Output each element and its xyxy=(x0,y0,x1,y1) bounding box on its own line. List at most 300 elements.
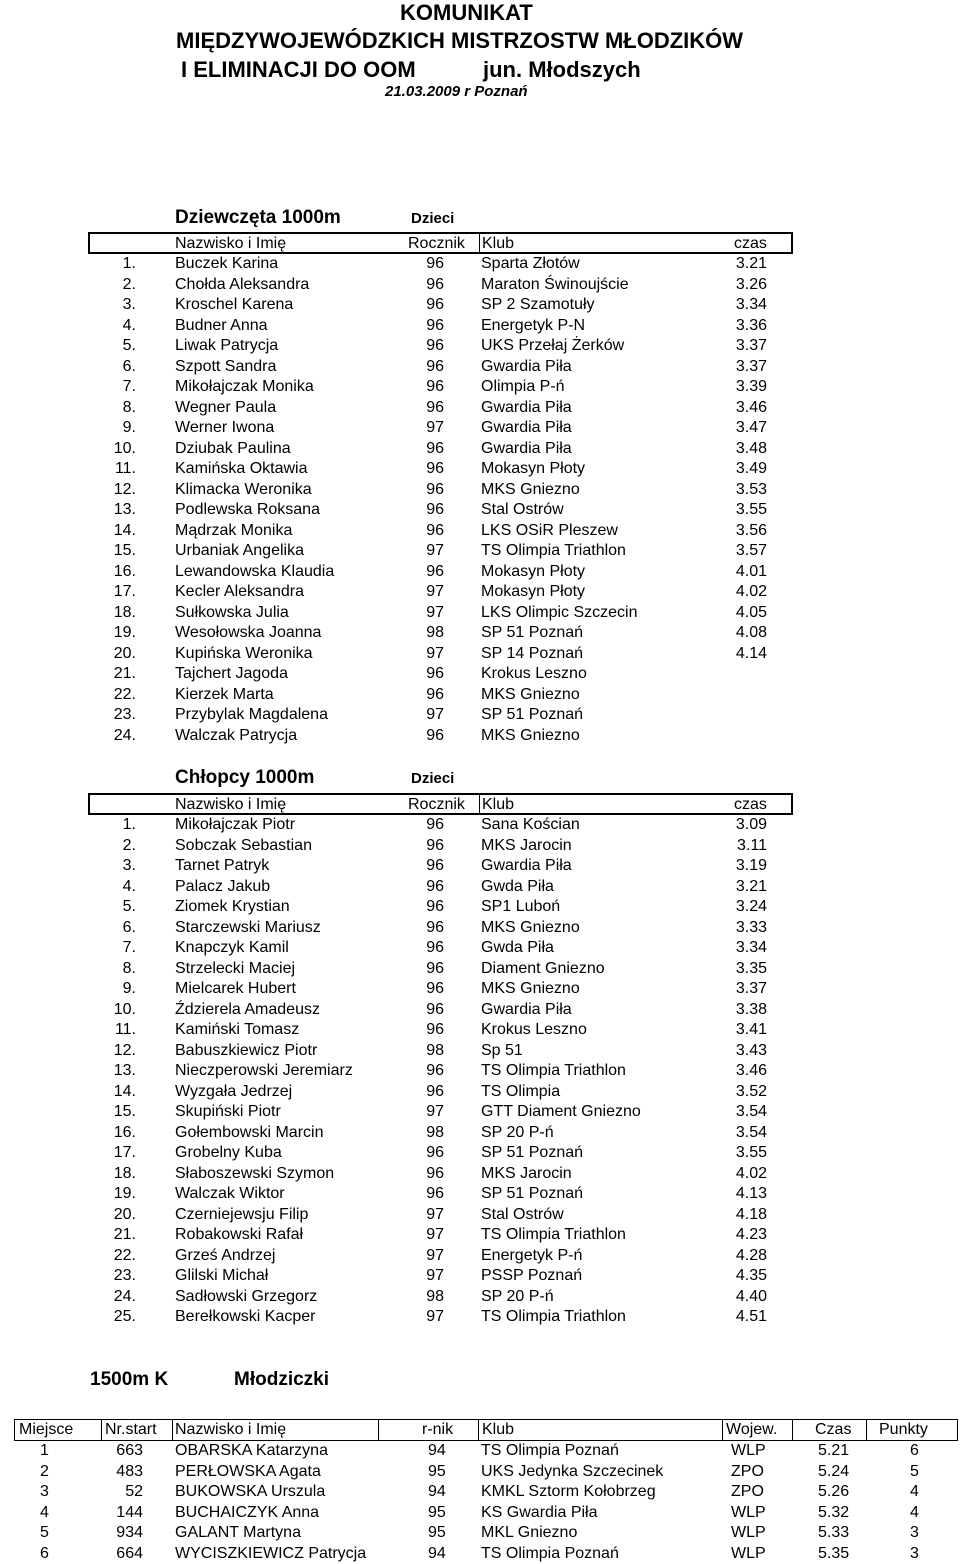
rank-cell: 21. xyxy=(113,665,136,682)
table-row xyxy=(0,521,960,542)
name-cell: Strzelecki Maciej xyxy=(175,959,296,977)
table-row xyxy=(0,938,960,959)
name-cell: Mądrzak Monika xyxy=(175,521,293,539)
voivodeship-cell: ZPO xyxy=(731,1462,764,1480)
table-row xyxy=(0,856,960,877)
year-cell: 96 xyxy=(426,1164,444,1182)
rank-cell: 17. xyxy=(113,583,136,600)
year-cell: 96 xyxy=(426,521,444,539)
rank-cell: 3. xyxy=(122,296,136,313)
points-cell: 5 xyxy=(910,1462,919,1480)
time-cell: 3.34 xyxy=(735,296,767,313)
start-number-cell: 934 xyxy=(116,1524,143,1541)
year-cell: 96 xyxy=(426,836,444,854)
year-cell: 96 xyxy=(426,501,444,518)
time-cell: 5.21 xyxy=(818,1442,850,1459)
club-cell: Olimpia P-ń xyxy=(481,378,565,395)
time-cell: 5.24 xyxy=(818,1462,850,1480)
start-number-cell: 483 xyxy=(116,1462,143,1480)
rank-cell: 8. xyxy=(122,959,136,977)
club-cell: PSSP Poznań xyxy=(481,1267,583,1284)
club-cell: MKL Gniezno xyxy=(481,1524,578,1541)
year-cell: 96 xyxy=(426,816,444,833)
col-year-header: Rocznik xyxy=(408,796,465,813)
year-cell: 95 xyxy=(428,1524,446,1541)
table-row xyxy=(0,644,960,665)
name-cell: Chołda Aleksandra xyxy=(175,275,310,293)
table-row xyxy=(0,1523,960,1544)
rank-cell: 14. xyxy=(113,521,136,539)
rank-cell: 11. xyxy=(114,1021,136,1038)
voivodeship-cell: WLP xyxy=(731,1503,766,1521)
table-row xyxy=(0,1041,960,1062)
year-cell: 98 xyxy=(426,1287,444,1305)
time-cell: 3.48 xyxy=(735,439,767,457)
header-line3b: jun. Młodszych xyxy=(483,57,641,82)
place-cell: 4 xyxy=(40,1503,49,1521)
table-row xyxy=(0,1205,960,1226)
year-cell: 96 xyxy=(426,1185,444,1202)
name-cell: Palacz Jakub xyxy=(175,877,271,895)
year-cell: 97 xyxy=(426,1267,444,1284)
year-cell: 97 xyxy=(426,419,444,436)
table-row xyxy=(0,541,960,562)
year-cell: 96 xyxy=(426,980,444,997)
name-cell: Robakowski Rafał xyxy=(175,1226,304,1243)
club-cell: TS Olimpia Triathlon xyxy=(481,1308,626,1325)
table-row xyxy=(0,480,960,501)
table-row xyxy=(0,1266,960,1287)
year-cell: 97 xyxy=(426,1246,444,1264)
club-cell: MKS Jarocin xyxy=(481,1164,572,1182)
name-cell: Werner Iwona xyxy=(175,419,275,436)
club-cell: Krokus Leszno xyxy=(481,1021,587,1038)
rank-cell: 14. xyxy=(113,1082,136,1100)
rank-cell: 19. xyxy=(113,1185,136,1202)
time-cell: 3.19 xyxy=(735,857,767,874)
rank-cell: 15. xyxy=(113,1103,136,1120)
rank-cell: 16. xyxy=(113,1123,136,1141)
time-cell: 3.55 xyxy=(735,501,767,518)
time-cell: 3.34 xyxy=(735,939,767,956)
time-cell: 5.33 xyxy=(818,1524,850,1541)
club-cell: SP 51 Poznań xyxy=(481,1144,584,1161)
club-cell: LKS Olimpic Szczecin xyxy=(481,603,638,621)
club-cell: Mokasyn Płoty xyxy=(481,583,586,600)
year-cell: 96 xyxy=(426,357,444,375)
voivodeship-cell: ZPO xyxy=(731,1483,764,1500)
name-cell: Budner Anna xyxy=(175,316,268,334)
girls-title: Dziewczęta 1000m xyxy=(175,207,341,228)
year-cell: 97 xyxy=(426,1205,444,1223)
place-cell: 3 xyxy=(40,1483,49,1500)
time-cell: 3.56 xyxy=(735,521,767,539)
year-cell: 96 xyxy=(426,480,444,498)
rank-cell: 16. xyxy=(113,562,136,580)
year-cell: 97 xyxy=(426,583,444,600)
club-cell: SP 14 Poznań xyxy=(481,644,584,662)
name-cell: Mikołajczak Piotr xyxy=(175,816,296,833)
place-cell: 5 xyxy=(40,1524,49,1541)
rank-cell: 24. xyxy=(113,1287,136,1305)
time-cell: 5.32 xyxy=(818,1503,850,1521)
table-row xyxy=(0,979,960,1000)
col-club-header: Klub xyxy=(482,235,515,252)
table-row xyxy=(0,603,960,624)
club-cell: Gwardia Piła xyxy=(481,1000,572,1018)
table-row xyxy=(0,1164,960,1185)
rank-cell: 6. xyxy=(122,357,136,375)
name-cell: Nieczperowski Jeremiarz xyxy=(175,1062,353,1079)
year-cell: 97 xyxy=(426,1103,444,1120)
name-cell: Walczak Wiktor xyxy=(175,1185,285,1202)
year-cell: 96 xyxy=(426,857,444,874)
club-cell: GTT Diament Gniezno xyxy=(481,1103,641,1120)
club-cell: Gwardia Piła xyxy=(481,398,572,416)
place-cell: 1 xyxy=(40,1442,49,1459)
rank-cell: 13. xyxy=(113,501,136,518)
table-row xyxy=(0,1102,960,1123)
col-time-header: czas xyxy=(734,796,767,813)
year-cell: 94 xyxy=(428,1442,446,1459)
year-cell: 96 xyxy=(426,275,444,293)
table-row xyxy=(0,1441,960,1462)
time-cell: 4.35 xyxy=(735,1267,767,1284)
name-cell: Skupiński Piotr xyxy=(175,1103,281,1120)
col-year-header: Rocznik xyxy=(408,235,465,252)
points-cell: 3 xyxy=(910,1544,919,1562)
time-cell: 3.52 xyxy=(735,1082,767,1100)
col-year-header: r-nik xyxy=(422,1421,454,1438)
time-cell: 3.36 xyxy=(735,316,767,334)
name-cell: Szpott Sandra xyxy=(175,357,277,375)
club-cell: SP 51 Poznań xyxy=(481,706,584,723)
year-cell: 96 xyxy=(426,918,444,936)
year-cell: 96 xyxy=(426,562,444,580)
header-line1: KOMUNIKAT xyxy=(400,0,533,25)
club-cell: Stal Ostrów xyxy=(481,1205,564,1223)
name-cell: Klimacka Weronika xyxy=(175,480,312,498)
rank-cell: 20. xyxy=(113,644,136,662)
name-cell: Kupińska Weronika xyxy=(175,644,313,662)
year-cell: 96 xyxy=(426,398,444,416)
start-number-cell: 52 xyxy=(125,1483,143,1500)
time-cell: 4.13 xyxy=(735,1185,767,1202)
rank-cell: 4. xyxy=(122,877,136,895)
table-row xyxy=(0,336,960,357)
boys-category: Dzieci xyxy=(411,770,455,787)
start-number-cell: 663 xyxy=(116,1442,143,1459)
rank-cell: 17. xyxy=(113,1144,136,1161)
table-row xyxy=(0,1482,960,1503)
name-cell: Sułkowska Julia xyxy=(175,603,289,621)
time-cell: 4.51 xyxy=(735,1308,767,1325)
table-row xyxy=(0,582,960,603)
rank-cell: 5. xyxy=(122,337,136,354)
year-cell: 97 xyxy=(426,1308,444,1325)
time-cell: 3.21 xyxy=(735,255,767,272)
col-name-header: Nazwisko i Imię xyxy=(175,1421,287,1438)
name-cell: Mikołajczak Monika xyxy=(175,378,314,395)
club-cell: TS Olimpia Poznań xyxy=(481,1442,619,1459)
club-cell: MKS Gniezno xyxy=(481,980,580,997)
time-cell: 3.37 xyxy=(735,980,767,997)
voivodeship-cell: WLP xyxy=(731,1544,766,1562)
club-cell: MKS Jarocin xyxy=(481,836,572,854)
year-cell: 97 xyxy=(426,542,444,559)
boys-title: Chłopcy 1000m xyxy=(175,767,315,788)
club-cell: TS Olimpia Triathlon xyxy=(481,1226,626,1243)
year-cell: 95 xyxy=(428,1462,446,1480)
year-cell: 96 xyxy=(426,1144,444,1161)
time-cell: 3.53 xyxy=(735,480,767,498)
boys-rows xyxy=(0,815,960,1328)
club-cell: SP1 Luboń xyxy=(481,898,561,915)
boys-table-header xyxy=(88,793,793,815)
table-row xyxy=(0,398,960,419)
club-cell: Sp 51 xyxy=(481,1041,523,1059)
col-name-header: Nazwisko i Imię xyxy=(175,235,287,252)
table-row xyxy=(0,705,960,726)
name-cell: Przybylak Magdalena xyxy=(175,706,328,723)
name-cell: Sobczak Sebastian xyxy=(175,836,312,854)
time-cell: 4.02 xyxy=(735,583,767,600)
rank-cell: 8. xyxy=(122,398,136,416)
name-cell: Ździerela Amadeusz xyxy=(175,1000,320,1018)
time-cell: 3.09 xyxy=(735,816,767,833)
time-cell: 3.37 xyxy=(735,357,767,375)
club-cell: Gwardia Piła xyxy=(481,857,572,874)
table-row xyxy=(0,959,960,980)
table-row xyxy=(0,1307,960,1328)
club-cell: TS Olimpia Triathlon xyxy=(481,1062,626,1079)
table-row xyxy=(0,664,960,685)
table-row xyxy=(0,1123,960,1144)
rank-cell: 6. xyxy=(122,918,136,936)
club-cell: Energetyk P-ń xyxy=(481,1246,583,1264)
table-row xyxy=(0,377,960,398)
rank-cell: 23. xyxy=(113,1267,136,1284)
table-row xyxy=(0,316,960,337)
year-cell: 96 xyxy=(426,939,444,956)
points-cell: 3 xyxy=(910,1524,919,1541)
club-cell: KS Gwardia Piła xyxy=(481,1503,598,1521)
year-cell: 96 xyxy=(426,255,444,272)
name-cell: BUCHAICZYK Anna xyxy=(175,1503,320,1521)
club-cell: Mokasyn Płoty xyxy=(481,562,586,580)
start-number-cell: 664 xyxy=(116,1544,143,1562)
year-cell: 96 xyxy=(426,726,444,744)
time-cell: 4.05 xyxy=(735,603,767,621)
rank-cell: 3. xyxy=(122,857,136,874)
rank-cell: 10. xyxy=(113,1000,136,1018)
voivodeship-cell: WLP xyxy=(731,1524,766,1541)
time-cell: 3.47 xyxy=(735,419,767,436)
table-row xyxy=(0,897,960,918)
name-cell: Starczewski Mariusz xyxy=(175,918,321,936)
girls-category: Dzieci xyxy=(411,210,455,227)
club-cell: SP 20 P-ń xyxy=(481,1287,554,1305)
name-cell: Mielcarek Hubert xyxy=(175,980,296,997)
year-cell: 96 xyxy=(426,439,444,457)
club-cell: Gwardia Piła xyxy=(481,419,572,436)
club-cell: Stal Ostrów xyxy=(481,501,564,518)
name-cell: Dziubak Paulina xyxy=(175,439,291,457)
col-club-header: Klub xyxy=(482,1421,515,1438)
youth-rows xyxy=(0,1441,960,1564)
table-row xyxy=(0,918,960,939)
table-row xyxy=(0,1143,960,1164)
rank-cell: 13. xyxy=(113,1062,136,1079)
time-cell: 3.38 xyxy=(735,1000,767,1018)
rank-cell: 24. xyxy=(113,726,136,744)
col-points-header: Punkty xyxy=(879,1421,928,1438)
rank-cell: 19. xyxy=(113,624,136,641)
rank-cell: 9. xyxy=(122,419,136,436)
col-place-header: Miejsce xyxy=(19,1421,74,1438)
table-row xyxy=(0,562,960,583)
table-row xyxy=(0,275,960,296)
year-cell: 98 xyxy=(426,1123,444,1141)
voivodeship-cell: WLP xyxy=(731,1442,766,1459)
name-cell: Kroschel Karena xyxy=(175,296,294,313)
rank-cell: 1. xyxy=(122,816,136,833)
col-time-header: Czas xyxy=(815,1421,852,1438)
table-row xyxy=(0,500,960,521)
name-cell: Kecler Aleksandra xyxy=(175,583,304,600)
year-cell: 96 xyxy=(426,898,444,915)
name-cell: Podlewska Roksana xyxy=(175,501,320,518)
club-cell: Sana Kościan xyxy=(481,816,580,833)
year-cell: 96 xyxy=(426,1000,444,1018)
year-cell: 96 xyxy=(426,1082,444,1100)
points-cell: 4 xyxy=(910,1483,919,1500)
table-row xyxy=(0,254,960,275)
time-cell: 5.26 xyxy=(818,1483,850,1500)
rank-cell: 15. xyxy=(113,542,136,559)
name-cell: GALANT Martyna xyxy=(175,1524,301,1541)
name-cell: Grześ Andrzej xyxy=(175,1246,276,1264)
name-cell: Czerniejewsju Filip xyxy=(175,1205,309,1223)
year-cell: 96 xyxy=(426,665,444,682)
table-row xyxy=(0,1000,960,1021)
name-cell: BUKOWSKA Urszula xyxy=(175,1483,326,1500)
place-cell: 6 xyxy=(40,1544,49,1562)
year-cell: 96 xyxy=(426,877,444,895)
year-cell: 95 xyxy=(428,1503,446,1521)
club-cell: KMKL Sztorm Kołobrzeg xyxy=(481,1483,656,1500)
club-cell: SP 51 Poznań xyxy=(481,624,584,641)
table-row xyxy=(0,357,960,378)
table-row xyxy=(0,439,960,460)
table-row xyxy=(0,1020,960,1041)
club-cell: TS Olimpia Triathlon xyxy=(481,542,626,559)
time-cell: 3.43 xyxy=(735,1041,767,1059)
table-row xyxy=(0,1462,960,1483)
table-row xyxy=(0,1287,960,1308)
club-cell: UKS Jedynka Szczecinek xyxy=(481,1462,664,1480)
club-cell: SP 20 P-ń xyxy=(481,1123,554,1141)
rank-cell: 23. xyxy=(113,706,136,723)
club-cell: TS Olimpia Poznań xyxy=(481,1544,619,1562)
table-row xyxy=(0,836,960,857)
year-cell: 98 xyxy=(426,1041,444,1059)
points-cell: 6 xyxy=(910,1442,919,1459)
header-line2: MIĘDZYWOJEWÓDZKICH MISTRZOSTW MŁODZIKÓW xyxy=(176,28,744,53)
name-cell: Lewandowska Klaudia xyxy=(175,562,335,580)
rank-cell: 5. xyxy=(122,898,136,915)
club-cell: SP 51 Poznań xyxy=(481,1185,584,1202)
col-time-header: czas xyxy=(734,235,767,252)
table-row xyxy=(0,815,960,836)
col-start-header: Nr.start xyxy=(105,1421,157,1438)
club-cell: Krokus Leszno xyxy=(481,665,587,682)
name-cell: Wegner Paula xyxy=(175,398,277,416)
rank-cell: 22. xyxy=(113,685,136,703)
name-cell: Liwak Patrycja xyxy=(175,337,279,354)
rank-cell: 1. xyxy=(122,255,136,272)
table-row xyxy=(0,623,960,644)
time-cell: 3.55 xyxy=(735,1144,767,1161)
time-cell: 4.40 xyxy=(735,1287,767,1305)
name-cell: Tarnet Patryk xyxy=(175,857,270,874)
name-cell: Babuszkiewicz Piotr xyxy=(175,1041,318,1059)
youth-category: Młodziczki xyxy=(234,1369,330,1390)
time-cell: 3.24 xyxy=(735,898,767,915)
club-cell: MKS Gniezno xyxy=(481,918,580,936)
name-cell: Wesołowska Joanna xyxy=(175,624,322,641)
year-cell: 96 xyxy=(426,959,444,977)
name-cell: OBARSKA Katarzyna xyxy=(175,1442,328,1459)
year-cell: 97 xyxy=(426,1226,444,1243)
table-row xyxy=(0,1246,960,1267)
club-cell: MKS Gniezno xyxy=(481,726,580,744)
club-cell: Sparta Złotów xyxy=(481,255,580,272)
time-cell: 3.11 xyxy=(737,836,767,854)
club-cell: Energetyk P-N xyxy=(481,316,586,334)
name-cell: Ziomek Krystian xyxy=(175,898,290,915)
year-cell: 96 xyxy=(426,316,444,334)
time-cell: 4.01 xyxy=(735,562,767,580)
rank-cell: 2. xyxy=(122,275,136,293)
name-cell: Glilski Michał xyxy=(175,1267,269,1284)
name-cell: Wyzgała Jedrzej xyxy=(175,1082,293,1100)
club-cell: MKS Gniezno xyxy=(481,480,580,498)
time-cell: 3.26 xyxy=(735,275,767,293)
table-row xyxy=(0,295,960,316)
rank-cell: 2. xyxy=(122,836,136,854)
name-cell: Berełkowski Kacper xyxy=(175,1308,316,1325)
time-cell: 4.08 xyxy=(735,624,767,641)
club-cell: Gwardia Piła xyxy=(481,357,572,375)
time-cell: 3.37 xyxy=(735,337,767,354)
table-row xyxy=(0,459,960,480)
time-cell: 3.46 xyxy=(735,398,767,416)
rank-cell: 21. xyxy=(113,1226,136,1243)
rank-cell: 11. xyxy=(114,460,136,477)
name-cell: Walczak Patrycja xyxy=(175,726,298,744)
girls-rows xyxy=(0,254,960,746)
table-row xyxy=(0,877,960,898)
time-cell: 3.46 xyxy=(735,1062,767,1079)
header-date: 21.03.2009 r Poznań xyxy=(385,83,528,100)
rank-cell: 9. xyxy=(122,980,136,997)
youth-table-header xyxy=(14,1419,958,1441)
rank-cell: 25. xyxy=(113,1308,136,1325)
table-row xyxy=(0,1082,960,1103)
time-cell: 3.54 xyxy=(735,1123,767,1141)
youth-title: 1500m K xyxy=(90,1369,169,1390)
